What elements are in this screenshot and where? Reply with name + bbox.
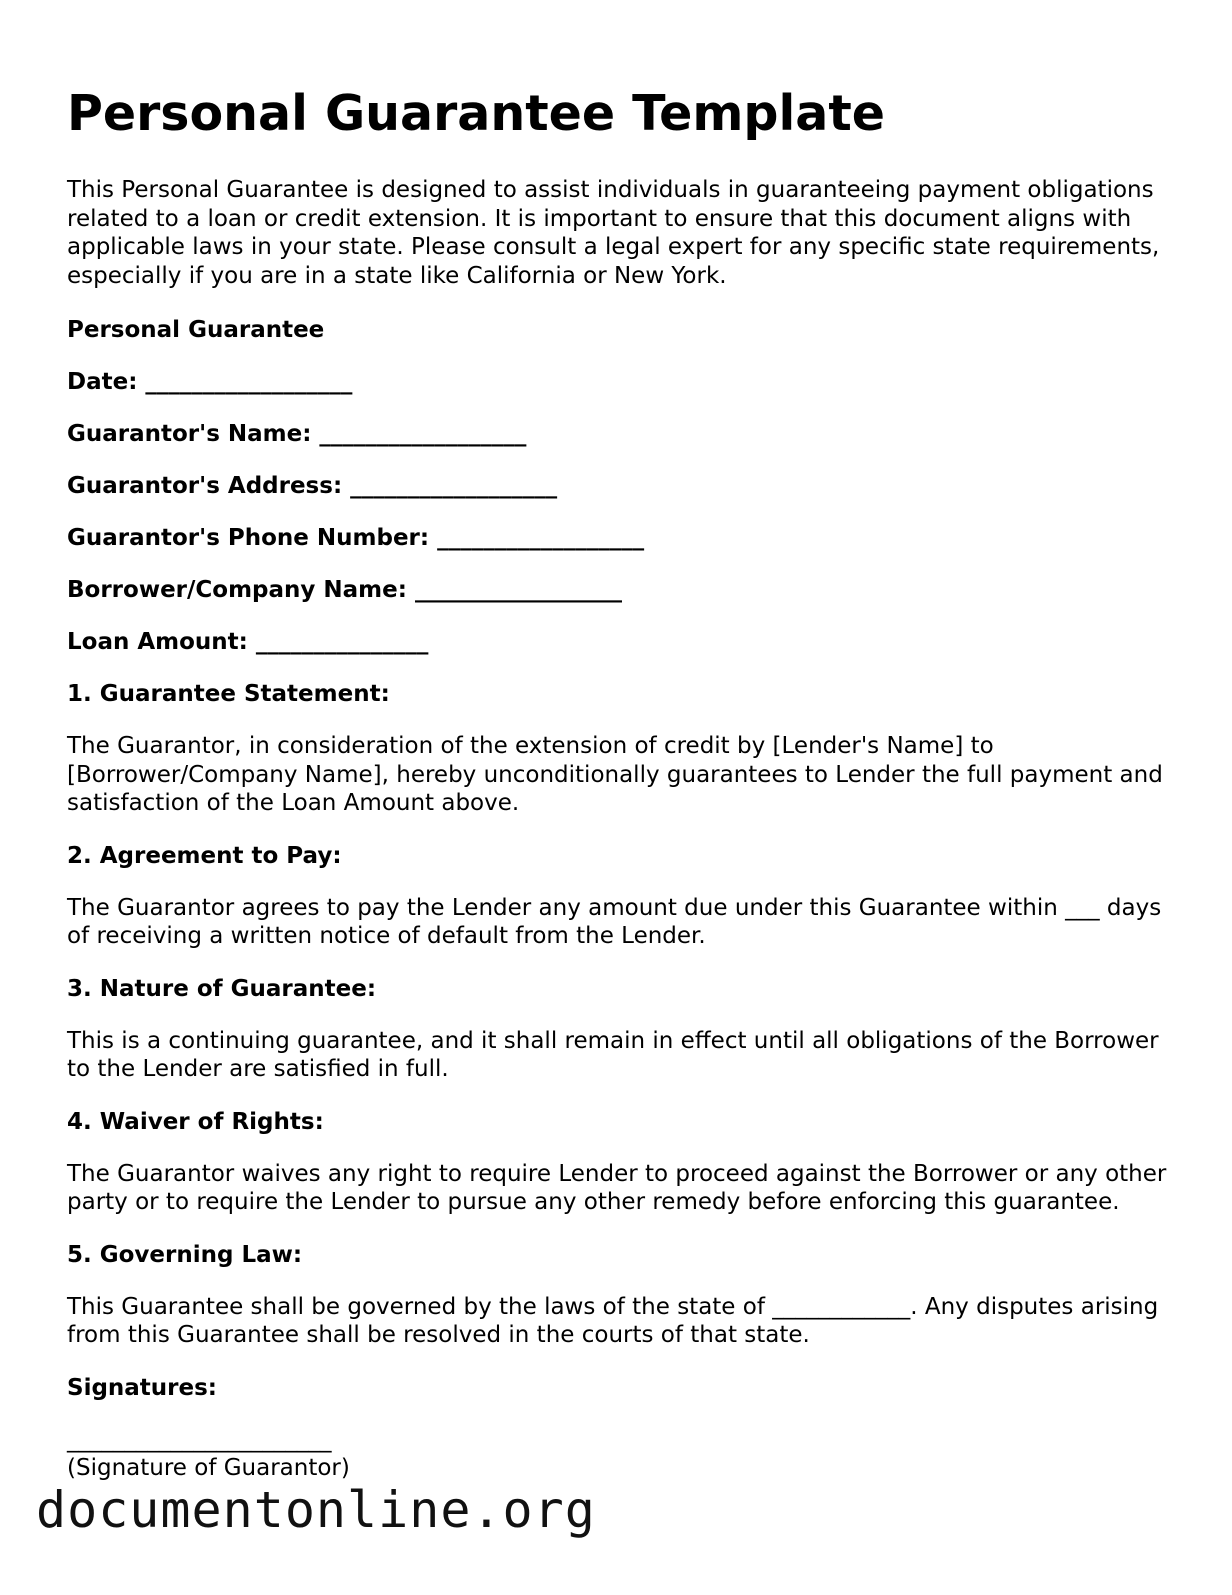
section-heading-waiver-of-rights: 4. Waiver of Rights: [67, 1108, 324, 1135]
signature-caption: (Signature of Guarantor) [67, 1454, 350, 1481]
page-title: Personal Guarantee Template [67, 85, 885, 142]
signatures-heading: Signatures: [67, 1374, 218, 1401]
document-page [67, 84, 1167, 1482]
section-body-governing-law: This Guarantee shall be governed by the laws of the state of ____________. Any disputes arising from this Guarantee shall be resolved in the courts of that state. [67, 1293, 1159, 1348]
date-field: Date: __________________ [67, 369, 353, 395]
section-heading-nature-of-guarantee: 3. Nature of Guarantee: [67, 975, 377, 1002]
form-heading: Personal Guarantee [67, 317, 325, 343]
signature-line: _______________________ [67, 1426, 332, 1453]
section-heading-governing-law: 5. Governing Law: [67, 1241, 303, 1268]
guarantor-name-field: Guarantor's Name: __________________ [67, 421, 527, 447]
section-heading-guarantee-statement: 1. Guarantee Statement: [67, 681, 390, 707]
section-body-nature-of-guarantee: This is a continuing guarantee, and it shall remain in effect until all obligations of the Borrower to the Lender are satisfied in full. [67, 1027, 1159, 1082]
section-body-waiver-of-rights: The Guarantor waives any right to require Lender to proceed against the Borrower or any other party or to require the Lender to pursue any other remedy before enforcing this guarantee. [67, 1160, 1167, 1215]
loan-amount-field: Loan Amount: _______________ [67, 629, 429, 655]
section-body-guarantee-statement: The Guarantor, in consideration of the extension of credit by [Lender's Name] to [Borrower/Company Name], hereby unconditionally guarantees to Lender the full payment and satisfaction of the Loan Amount above. [67, 733, 1163, 816]
intro-paragraph: This Personal Guarantee is designed to assist individuals in guaranteeing payment obligations related to a loan or credit extension. It is important to ensure that this document aligns with applicable laws in your state. Please consult a legal expert for any specific state requirements, especially if you are in a state like California or New York. [67, 177, 1160, 289]
guarantor-address-field: Guarantor's Address: __________________ [67, 473, 558, 499]
borrower-name-field: Borrower/Company Name: __________________ [67, 577, 622, 603]
section-body-agreement-to-pay: The Guarantor agrees to pay the Lender any amount due under this Guarantee within ___ days of receiving a written notice of default from the Lender. [67, 894, 1162, 949]
watermark: documentonline.org [36, 1481, 596, 1539]
section-heading-agreement-to-pay: 2. Agreement to Pay: [67, 842, 342, 869]
guarantor-phone-field: Guarantor's Phone Number: __________________ [67, 525, 645, 551]
